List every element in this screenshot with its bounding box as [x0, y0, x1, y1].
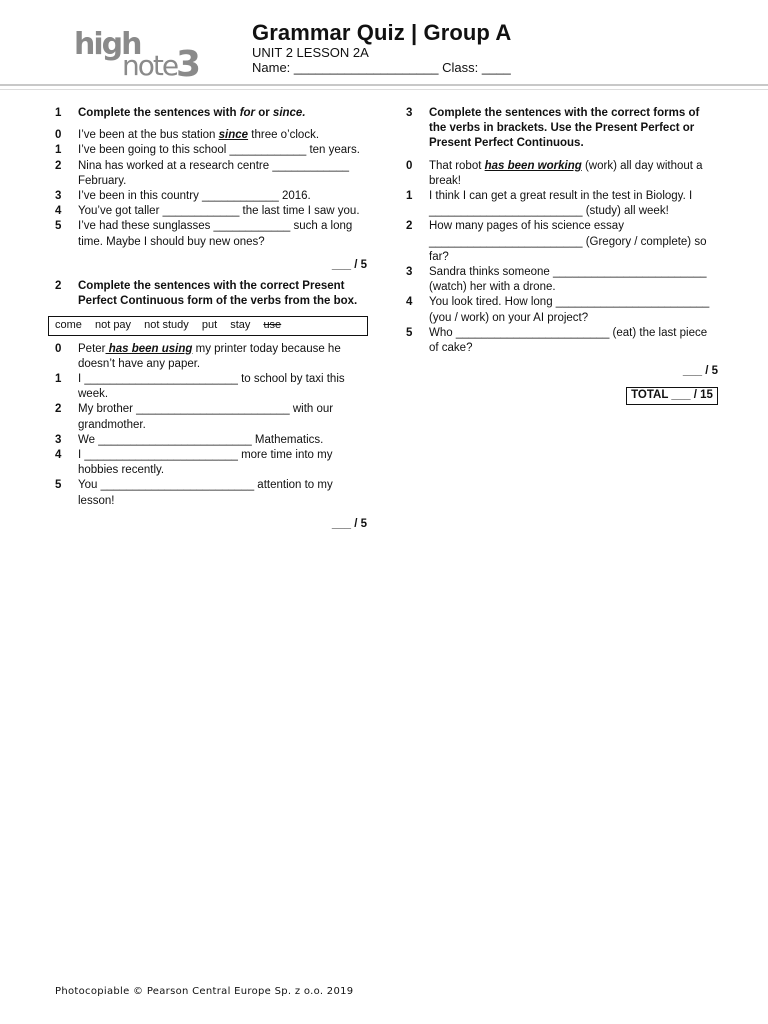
word-box-item: not pay [94, 319, 132, 332]
item-text [78, 143, 367, 158]
item-number: 0 [55, 129, 62, 142]
exercise-item [55, 128, 367, 143]
exercise-item [406, 219, 718, 265]
item-text-part: You’ve got taller ____________ the last time I saw you. [78, 205, 360, 218]
instruction-text: Complete the sentences with the correct Present Perfect Continuous form of the verbs from the box. [78, 280, 358, 308]
instruction-for: for [239, 107, 256, 119]
exercise-number: 3 [406, 107, 413, 119]
exercise-item [406, 295, 718, 325]
item-number: 2 [406, 220, 413, 233]
word-box-item: put [201, 319, 218, 332]
item-text-part: Who ________________________ (eat) the last piece of cake? [429, 326, 708, 355]
item-number: 4 [406, 296, 413, 309]
total-score-box: TOTAL ___ / 15 [626, 387, 718, 404]
item-number: 5 [55, 220, 62, 233]
exercise-item [406, 189, 718, 219]
item-number: 0 [406, 159, 413, 172]
item-text [78, 342, 367, 372]
item-text-part: I’ve been at the bus station [78, 129, 219, 142]
exercise-number: 2 [55, 280, 62, 293]
example-answer: has been working [484, 159, 582, 172]
exercise-2-items [55, 342, 367, 509]
example-answer: has been using [105, 342, 193, 355]
word-box [48, 316, 368, 335]
word-box-item: not study [144, 319, 189, 332]
item-number: 1 [55, 373, 62, 386]
exercise-item [55, 402, 367, 432]
item-text [78, 189, 367, 204]
item-text-part: I ________________________ to school by taxi this week. [78, 373, 345, 401]
item-number: 0 [55, 342, 62, 355]
item-text-part: my printer today because he doesn’t have any paper. [78, 342, 341, 370]
item-number: 2 [55, 159, 62, 172]
item-text-part: You ________________________ attention to my lesson! [78, 479, 333, 507]
exercise-number: 1 [55, 107, 62, 119]
logo-number: 3 [176, 44, 202, 78]
exercise-item [55, 219, 367, 249]
header-divider-2 [0, 89, 768, 90]
instruction-or: or [255, 107, 273, 119]
exercise-1-score: ___ / 5 [331, 258, 367, 271]
exercise-1-items [55, 128, 367, 250]
exercise-2-instruction [55, 279, 367, 309]
page-title: Grammar Quiz | Group A [252, 20, 512, 45]
item-text-part: Peter [78, 342, 106, 355]
item-text-part: I’ve been in this country ____________ 2016. [78, 190, 311, 203]
exercise-item [406, 326, 718, 356]
copyright-footer: Photocopiable © Pearson Central Europe Sp. z o.o. 2019 [55, 986, 354, 997]
item-number: 4 [55, 205, 62, 218]
item-text [429, 189, 718, 219]
name-class-line: Name: ____________________ Class: ____ [252, 60, 511, 75]
example-answer: since [218, 129, 249, 142]
exercise-3 [406, 106, 718, 405]
item-text-part: three o’clock. [248, 129, 320, 142]
exercise-item [55, 204, 367, 219]
instruction-text: Complete the sentences with [78, 107, 240, 119]
item-text-part: Sandra thinks someone ________________________ (watch) her with a drone. [429, 266, 707, 294]
item-text [78, 159, 367, 189]
item-number: 1 [406, 190, 413, 203]
item-text [78, 128, 367, 143]
item-text [78, 204, 367, 219]
item-text [78, 478, 367, 508]
item-number: 5 [406, 326, 413, 339]
item-text-part: I think I can get a great result in the test in Biology. I ________________________ (study) all week! [429, 190, 693, 218]
instruction-text: Complete the sentences with the correct forms of the verbs in brackets. Use the Present Perfect or Present Perfect Continuous. [429, 107, 700, 150]
left-column [55, 106, 367, 538]
exercise-3-items [406, 159, 718, 357]
right-column [406, 106, 718, 405]
header-divider [0, 84, 768, 86]
exercise-1-instruction [55, 106, 367, 121]
exercise-1 [55, 106, 367, 273]
exercise-item [55, 433, 367, 448]
exercise-item [55, 342, 367, 372]
exercise-2-score: ___ / 5 [331, 517, 367, 530]
high-note-3-logo [72, 26, 208, 78]
item-text-part: That robot [429, 159, 485, 172]
exercise-item [406, 265, 718, 295]
item-text-part: We ________________________ Mathematics. [78, 433, 324, 446]
word-box-item: stay [230, 319, 251, 332]
item-number: 3 [55, 190, 62, 203]
item-text-part: I’ve been going to this school ____________ ten years. [78, 144, 360, 157]
item-text [78, 219, 367, 249]
item-number: 1 [55, 144, 62, 157]
exercise-item [55, 159, 367, 189]
exercise-3-score: ___ / 5 [682, 365, 718, 378]
item-text [429, 159, 718, 189]
exercise-2 [55, 279, 367, 532]
item-number: 4 [55, 449, 62, 462]
item-text [78, 402, 367, 432]
exercise-item [55, 478, 367, 508]
item-text [78, 448, 367, 478]
logo-word-note: note [122, 49, 178, 78]
item-text [429, 326, 718, 356]
item-text [429, 265, 718, 295]
item-text [78, 433, 367, 448]
item-text-part: How many pages of his science essay ________________________ (Gregory / complete) so far? [429, 220, 707, 263]
word-box-item-used: use [263, 319, 282, 332]
item-number: 5 [55, 479, 62, 492]
exercise-item [55, 372, 367, 402]
exercise-item [55, 448, 367, 478]
item-text-part: My brother ________________________ with our grandmother. [78, 403, 334, 431]
item-text [429, 295, 718, 325]
item-text [429, 219, 718, 265]
instruction-since: since. [272, 107, 306, 119]
exercise-item [55, 189, 367, 204]
item-number: 3 [55, 433, 62, 446]
logo-word-high: high [74, 27, 141, 62]
item-text-part: Nina has worked at a research centre ____________ February. [78, 159, 350, 187]
item-text-part: You look tired. How long ________________________ (you / work) on your AI project? [429, 296, 710, 324]
item-number: 2 [55, 403, 62, 416]
exercise-item [55, 143, 367, 158]
exercise-3-instruction [406, 106, 718, 152]
word-box-item: come [55, 319, 82, 332]
item-text-part: I ________________________ more time into my hobbies recently. [78, 449, 333, 477]
item-text-part: I’ve had these sunglasses ____________ such a long time. Maybe I should buy new ones? [78, 220, 353, 248]
item-text [78, 372, 367, 402]
item-number: 3 [406, 266, 413, 279]
exercise-item [406, 159, 718, 189]
item-text-part: (work) all day without a break! [429, 159, 703, 187]
unit-lesson: UNIT 2 LESSON 2A [252, 45, 369, 60]
